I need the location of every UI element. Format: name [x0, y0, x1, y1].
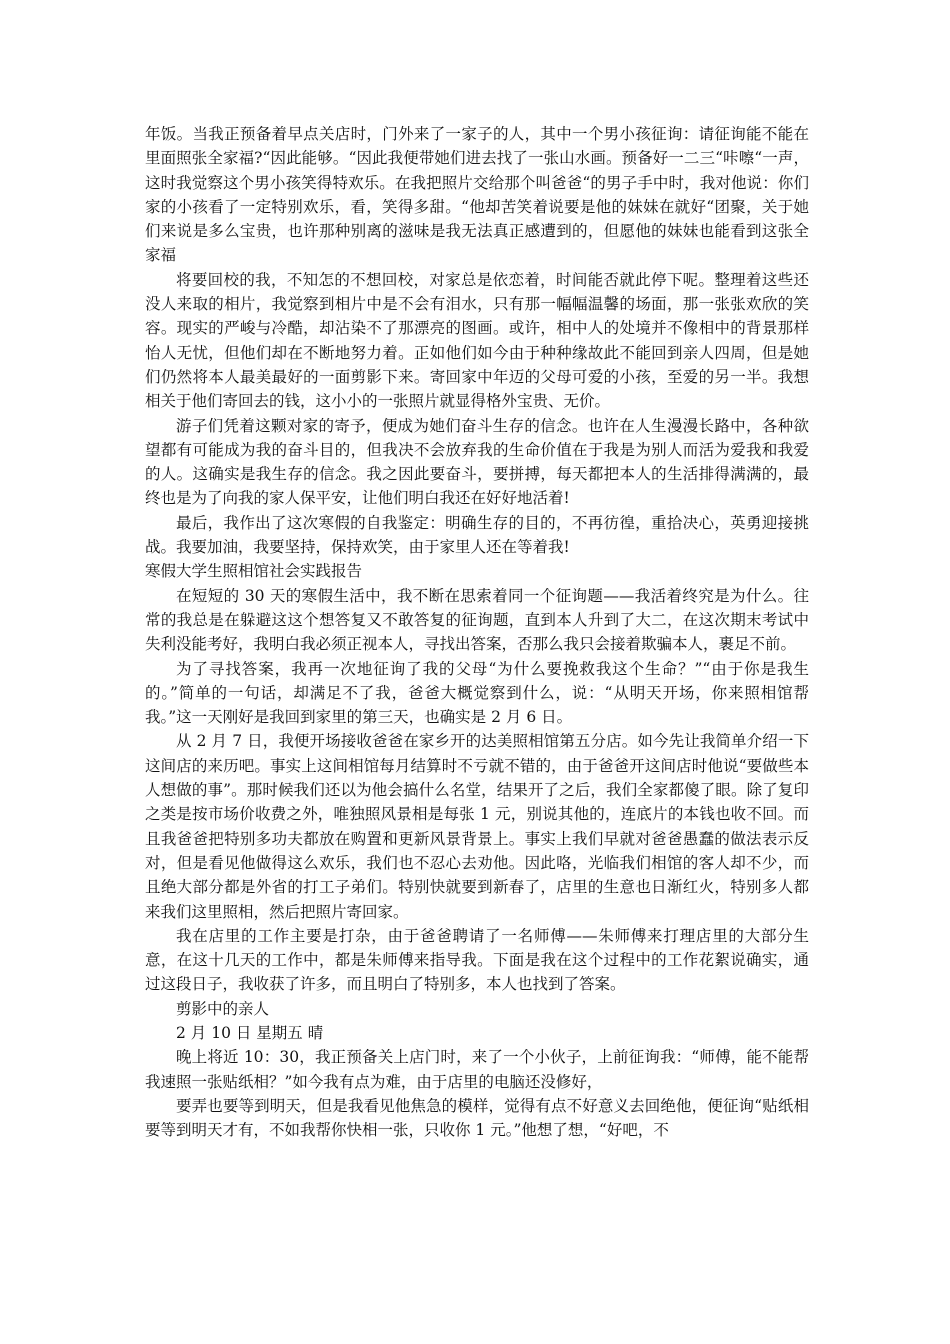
- paragraph-10: 要弄也要等到明天，但是我看见他焦急的模样，觉得有点不好意义去回绝他，便征询“贴纸相要等到明天才有，不如我帮你快相一张，只收你 1 元。”他想了想，“好吧，不: [145, 1096, 809, 1140]
- paragraph-2: 将要回校的我，不知怎的不想回校，对家总是依恋着，时间能否就此停下呢。整理着这些还没人来取的相片，我觉察到相片中是不会有泪水，只有那一幅幅温馨的场面，那一张张欢欣的笑容。现实的严峻与冷酷，却沾染不了那漂亮的图画。或许，相中人的处境并不像相中的背景那样怡人无忧，但他们却在不断地努力着。正如他们如今由于种种缘故此不能回到亲人四周，但是她们仍然将本人最美最好的一面剪影下来。寄回家中年迈的父母可爱的小孩，至爱的另一半。我想相关于他们寄回去的钱，这小小的一张照片就显得格外宝贵、无价。: [145, 270, 809, 411]
- paragraph-8: 我在店里的工作主要是打杂，由于爸爸聘请了一名师傅——朱师傅来打理店里的大部分生意，在这十几天的工作中，都是朱师傅来指导我。下面是我在这个过程中的工作花絮说确实，通过这段日子，我收获了许多，而且明白了特别多，本人也找到了答案。: [145, 926, 809, 994]
- paragraph-4: 最后，我作出了这次寒假的自我鉴定：明确生存的目的，不再彷徨，重拾决心，英勇迎接挑战。我要加油，我要坚持，保持欢笑，由于家里人还在等着我!: [145, 513, 809, 557]
- report-title: 寒假大学生照相馆社会实践报告: [145, 562, 363, 581]
- paragraph-1: 年饭。当我正预备着早点关店时，门外来了一家子的人，其中一个男小孩征询：请征询能不能在里面照张全家福?“因此能够。“因此我便带她们进去找了一张山水画。预备好一二三“咔嚓“一声，这时我觉察这个男小孩笑得特欢乐。在我把照片交给那个叫爸爸“的男子手中时，我对他说：你们家的小孩看了一定特别欢乐，看，笑得多甜。“他却苦笑着说要是他的妹妹在就好“团聚，关于她们来说是多么宝贵，也许那种别离的滋味是我无法真正感遭到的，但愿他的妹妹也能看到这张全家福: [145, 125, 809, 265]
- paragraph-5: 在短短的 30 天的寒假生活中，我不断在思索着同一个征询题——我活着终究是为什么。往常的我总是在躲避这这个想答复又不敢答复的征询题，直到本人升到了大二，在这次期末考试中失利没能考好，我明白我必须正视本人，寻找出答案，否那么我只会接着欺骗本人，裹足不前。: [145, 586, 809, 654]
- section-heading: 剪影中的亲人: [176, 999, 270, 1018]
- paragraph-6: 为了寻找答案，我再一次地征询了我的父母“为什么要挽救我这个生命？”“由于你是我生的。”简单的一句话，却满足不了我，爸爸大概觉察到什么，说：“从明天开场，你来照相馆帮我。”这一天刚好是我回到家里的第三天，也确实是 2 月 6 日。: [145, 659, 809, 727]
- paragraph-3: 游子们凭着这颗对家的寄予，便成为她们奋斗生存的信念。也许在人生漫漫长路中，各种欲望都有可能成为我的奋斗目的，但我决不会放弃我的生命价值在于我是为别人而活为爱我和我爱的人。这确实是我生存的信念。我之因此要奋斗，要拼搏，每天都把本人的生活排得满满的，最终也是为了向我的家人保平安，让他们明白我还在好好地活着!: [145, 416, 809, 508]
- paragraph-7: 从 2 月 7 日，我便开场接收爸爸在家乡开的达美照相馆第五分店。如今先让我简单介绍一下这间店的来历吧。事实上这间相馆每月结算时不亏就不错的，由于爸爸开这间店时他说“要做些本人想做的事”。那时候我们还以为他会搞什么名堂，结果开了之后，我们全家都傻了眼。除了复印之类是按市场价收费之外，唯独照风景相是每张 1 元，别说其他的，连底片的本钱也收不回。而且我爸爸把特别多功夫都放在购置和更新风景背景上。事实上我们早就对爸爸愚蠢的做法表示反对，但是看见他做得这么欢乐，我们也不忍心去劝他。因此咯，光临我们相馆的客人却不少，而且绝大部分都是外省的打工子弟们。特别快就要到新春了，店里的生意也日渐红火，特别多人都来我们这里照相，然后把照片寄回家。: [145, 732, 809, 921]
- diary-date: 2 月 10 日 星期五 晴: [176, 1023, 324, 1042]
- document-page: [145, 122, 809, 1142]
- paragraph-9: 晚上将近 10：30，我正预备关上店门时，来了一个小伙子，上前征询我：“师傅，能不能帮我速照一张贴纸相？”如今我有点为难，由于店里的电脑还没修好，: [145, 1048, 809, 1091]
